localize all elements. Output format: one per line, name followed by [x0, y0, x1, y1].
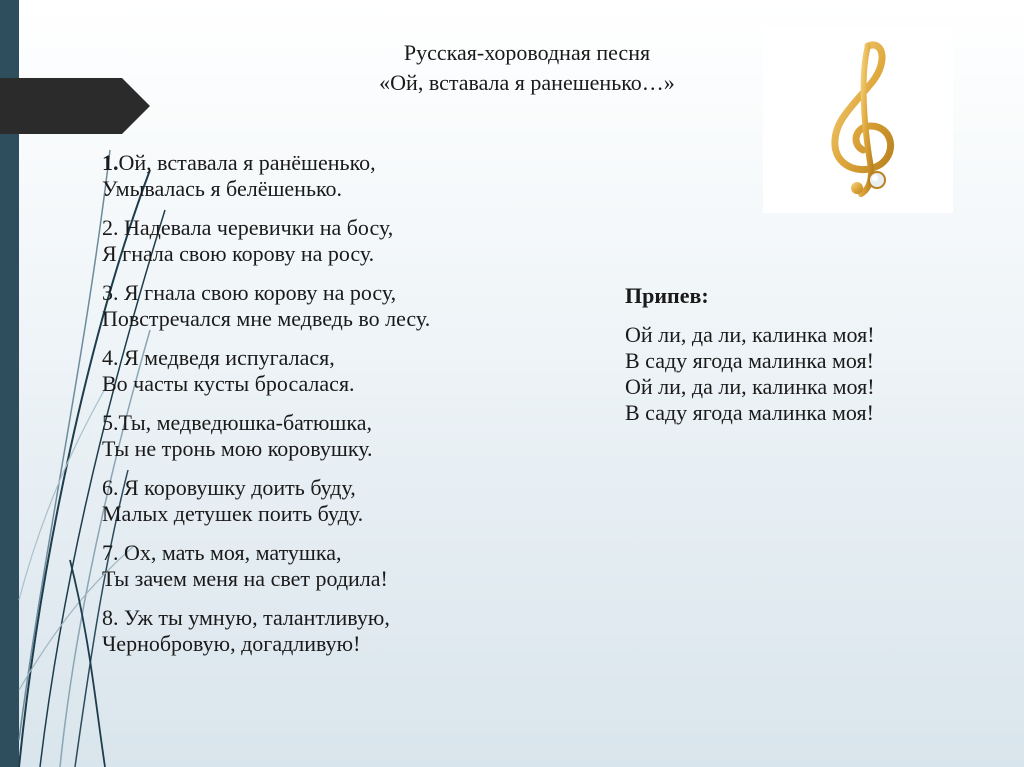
verse-line: Повстречался мне медведь во лесу.	[102, 306, 431, 331]
verse-line: Я гнала свою корову на росу,	[118, 280, 397, 305]
verse-4	[102, 345, 572, 397]
title-line-1: Русская-хороводная песня	[403, 40, 651, 65]
verse-3	[102, 280, 572, 332]
slide-title	[292, 38, 762, 98]
verse-6	[102, 475, 572, 527]
verses-list	[102, 150, 572, 670]
verse-number: 8.	[102, 605, 119, 630]
chorus-block	[625, 282, 985, 426]
verse-2	[102, 215, 572, 267]
chorus-line: Ой ли, да ли, калинка моя!	[625, 374, 875, 399]
verse-line: Уж ты умную, талантливую,	[118, 605, 390, 630]
verse-line: Ох, мать моя, матушка,	[118, 540, 342, 565]
verse-8	[102, 605, 572, 657]
treble-clef-image	[763, 26, 953, 213]
verse-7	[102, 540, 572, 592]
verse-number: 4.	[102, 345, 119, 370]
verse-line: Умывалась я белёшенько.	[102, 176, 343, 201]
verse-5	[102, 410, 572, 462]
verse-line: Я медведя испугалася,	[118, 345, 335, 370]
verse-number: 3.	[102, 280, 119, 305]
treble-clef-icon	[763, 26, 953, 213]
chorus-line: В саду ягода малинка моя!	[625, 348, 874, 373]
verse-number: 6.	[102, 475, 119, 500]
verse-number: 5.	[102, 410, 119, 435]
verse-number: 2.	[102, 215, 119, 240]
verse-line: Малых детушек поить буду.	[102, 501, 364, 526]
verse-line: Ты зачем меня на свет родила!	[102, 566, 388, 591]
banner-arrow-icon	[0, 78, 150, 134]
verse-number: 7.	[102, 540, 119, 565]
verse-line: Чернобровую, догадливую!	[102, 631, 361, 656]
verse-number: 1.	[102, 150, 119, 175]
verse-1	[102, 150, 572, 202]
verse-line: Ты не тронь мою коровушку.	[102, 436, 373, 461]
verse-line: Ты, медведюшка-батюшка,	[118, 410, 372, 435]
verse-line: Ой, вставала я ранёшенько,	[118, 150, 376, 175]
verse-line: Я гнала свою корову на росу.	[102, 241, 375, 266]
chorus-title: Припев:	[625, 283, 709, 308]
title-line-2: «Ой, вставала я ранешенько…»	[379, 70, 675, 95]
chorus-line: В саду ягода малинка моя!	[625, 400, 874, 425]
chorus-line: Ой ли, да ли, калинка моя!	[625, 322, 875, 347]
verse-line: Во часты кусты бросалася.	[102, 371, 355, 396]
verse-line: Надевала черевички на босу,	[118, 215, 394, 240]
verse-line: Я коровушку доить буду,	[118, 475, 356, 500]
